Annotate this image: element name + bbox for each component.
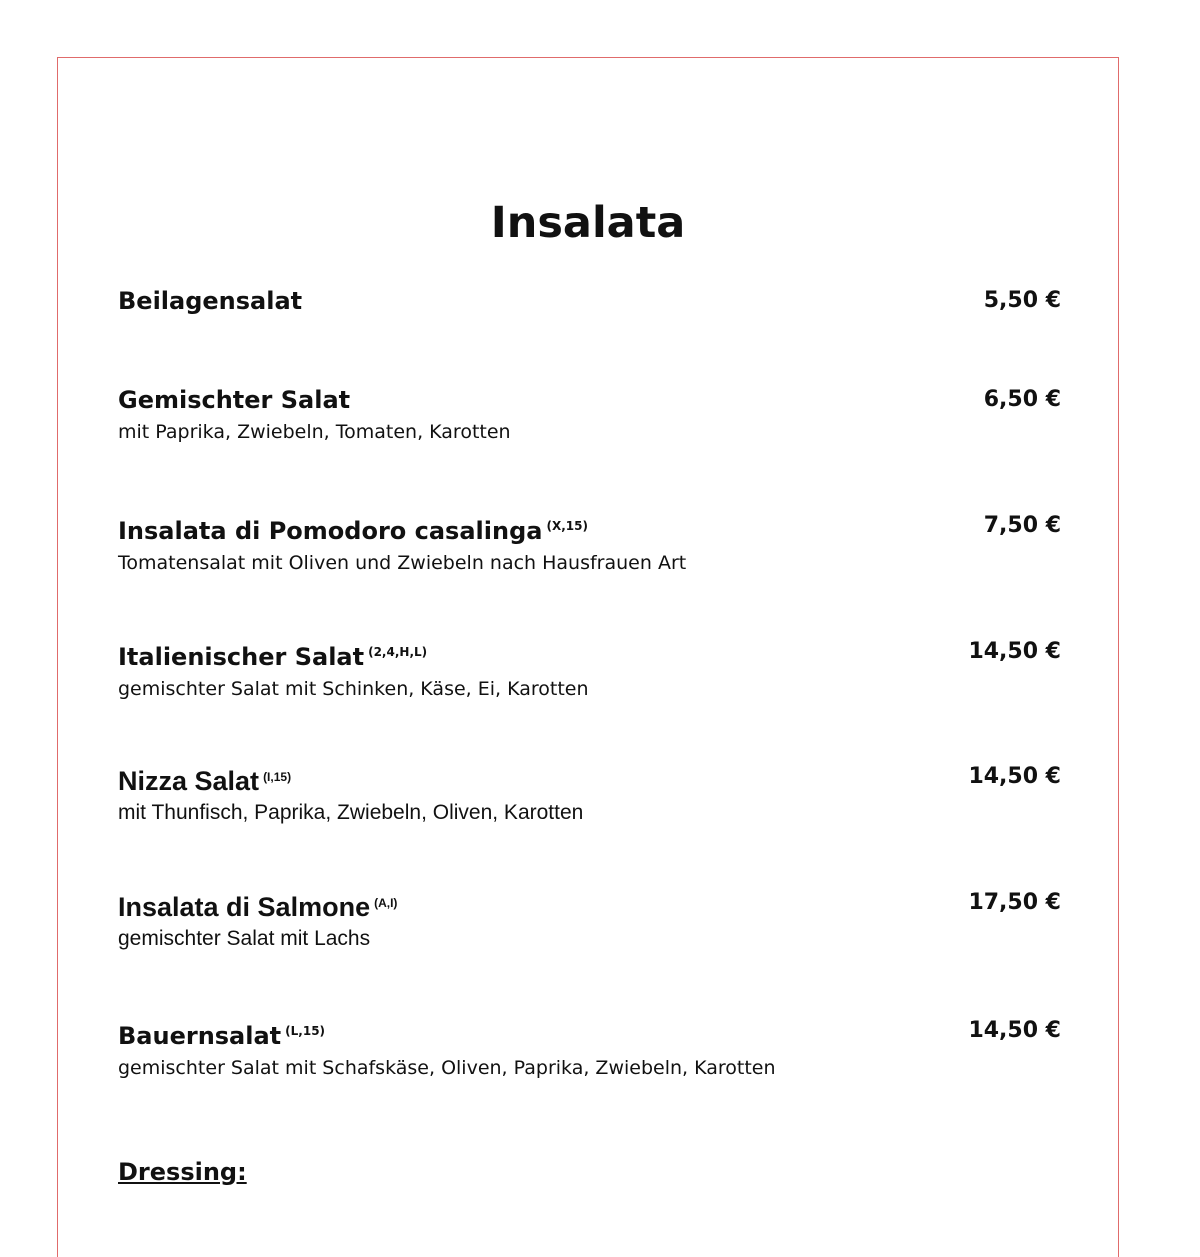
menu-item bbox=[118, 762, 1061, 826]
menu-item bbox=[118, 1016, 1061, 1081]
page-title: Insalata bbox=[490, 198, 686, 248]
menu-item bbox=[118, 888, 1061, 952]
allergen-codes: (A,I) bbox=[374, 896, 398, 910]
allergen-codes: (2,4,H,L) bbox=[368, 645, 428, 659]
allergen-codes: (I,15) bbox=[263, 770, 292, 784]
item-price: 5,50 € bbox=[983, 288, 1061, 313]
item-description: mit Thunfisch, Paprika, Zwiebeln, Oliven, Karotten bbox=[118, 801, 584, 824]
item-description: mit Paprika, Zwiebeln, Tomaten, Karotten bbox=[118, 421, 511, 443]
item-price: 14,50 € bbox=[968, 764, 1061, 789]
item-name: Nizza Salat $^{(I,15)}$ bbox=[118, 766, 292, 796]
item-name: Italienischer Salat $^{(2,4,H,L)}$ bbox=[118, 643, 428, 671]
dressing-heading: Dressing: bbox=[118, 1158, 247, 1186]
menu-item bbox=[118, 385, 1061, 445]
item-description: gemischter Salat mit Schafskäse, Oliven, Paprika, Zwiebeln, Karotten bbox=[118, 1057, 776, 1079]
item-description: gemischter Salat mit Lachs bbox=[118, 927, 371, 950]
allergen-codes: (L,15) bbox=[285, 1024, 326, 1038]
menu-item bbox=[118, 511, 1061, 576]
item-name: Insalata di Salmone $^{(A,I)}$ bbox=[118, 892, 398, 922]
item-name: Bauernsalat $^{(L,15)}$ bbox=[118, 1022, 326, 1050]
menu-item bbox=[118, 637, 1061, 702]
item-price: 14,50 € bbox=[968, 639, 1061, 664]
menu-item bbox=[118, 286, 1061, 316]
item-name: Beilagensalat bbox=[118, 287, 303, 315]
item-price: 7,50 € bbox=[983, 513, 1061, 538]
item-description: Tomatensalat mit Oliven und Zwiebeln nach Hausfrauen Art bbox=[118, 552, 687, 574]
allergen-codes: (X,15) bbox=[546, 519, 588, 533]
item-price: 14,50 € bbox=[968, 1018, 1061, 1043]
item-name: Gemischter Salat bbox=[118, 386, 351, 414]
item-name: Insalata di Pomodoro casalinga $^{(X,15)}$ bbox=[118, 517, 588, 545]
menu-page bbox=[57, 57, 1119, 1257]
item-price: 17,50 € bbox=[968, 890, 1061, 915]
item-price: 6,50 € bbox=[983, 387, 1061, 412]
item-description: gemischter Salat mit Schinken, Käse, Ei, Karotten bbox=[118, 678, 589, 700]
